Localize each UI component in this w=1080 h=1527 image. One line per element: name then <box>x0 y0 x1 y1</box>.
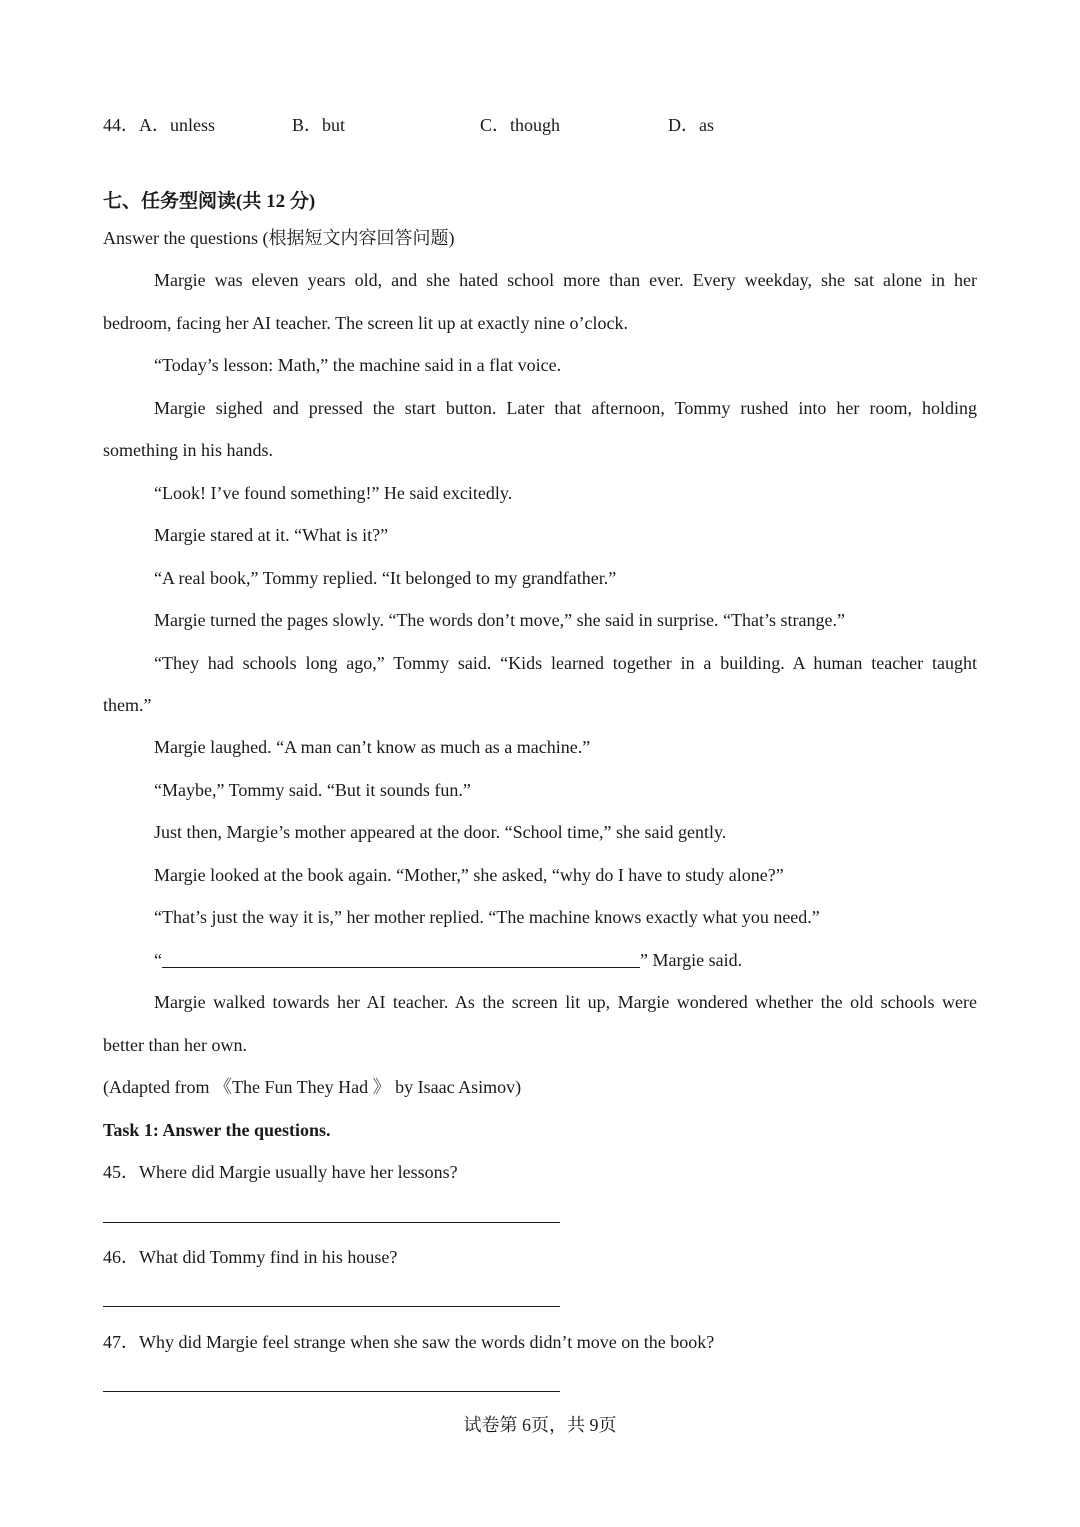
passage-p10: “Maybe,” Tommy said. “But it sounds fun.” <box>154 780 471 800</box>
q44-number: 44． <box>103 115 139 135</box>
quote-close: ” Margie said. <box>640 950 743 970</box>
passage-p5: Margie stared at it. “What is it?” <box>154 525 389 545</box>
q44-option-d[interactable]: D．as <box>668 115 714 135</box>
q44-option-a[interactable] <box>103 113 215 137</box>
passage-p13: “That’s just the way it is,” her mother replied. “The machine knows exactly what you need.” <box>154 907 820 927</box>
passage-p14 <box>154 948 742 972</box>
passage-source: (Adapted from 《The Fun They Had 》 by Isaac Asimov) <box>103 1077 522 1097</box>
passage-p3-line2: something in his hands. <box>103 440 273 460</box>
passage-p8-line2: them.” <box>103 695 152 715</box>
passage-p15-line2: better than her own. <box>103 1035 247 1055</box>
passage-p11: Just then, Margie’s mother appeared at the door. “School time,” she said gently. <box>154 822 727 842</box>
passage-p9: Margie laughed. “A man can’t know as much as a machine.” <box>154 737 591 757</box>
answer-line-47[interactable] <box>103 1391 560 1392</box>
passage-p3-line1: Margie sighed and pressed the start button. Later that afternoon, Tommy rushed into her room, holding <box>154 398 977 418</box>
task1-title: Task 1: Answer the questions. <box>103 1120 331 1140</box>
question-47: 47．Why did Margie feel strange when she saw the words didn’t move on the book? <box>103 1332 715 1352</box>
section-instruction: Answer the questions (根据短文内容回答问题) <box>103 228 455 248</box>
passage-p15-line1: Margie walked towards her AI teacher. As the screen lit up, Margie wondered whether the old schools were <box>154 992 977 1012</box>
passage-p2: “Today’s lesson: Math,” the machine said in a flat voice. <box>154 355 562 375</box>
passage-p8-line1: “They had schools long ago,” Tommy said. “Kids learned together in a building. A human teacher taught <box>154 653 977 673</box>
section-title: 七、任务型阅读(共 12 分) <box>103 191 316 212</box>
page-footer: 试卷第 6页，共 9页 <box>463 1415 617 1435</box>
q44-option-a-label: A．unless <box>139 115 215 135</box>
q44-option-b[interactable]: B．but <box>292 115 346 135</box>
passage-blank[interactable] <box>162 949 640 968</box>
passage-p12: Margie looked at the book again. “Mother,” she asked, “why do I have to study alone?” <box>154 865 784 885</box>
passage-p4: “Look! I’ve found something!” He said excitedly. <box>154 483 513 503</box>
passage-p1-line2: bedroom, facing her AI teacher. The screen lit up at exactly nine o’clock. <box>103 313 628 333</box>
answer-line-45[interactable] <box>103 1222 560 1223</box>
q44-option-c[interactable]: C．though <box>480 115 561 135</box>
passage-p1-line1: Margie was eleven years old, and she hated school more than ever. Every weekday, she sat alone in her <box>154 270 977 290</box>
passage-p7: Margie turned the pages slowly. “The words don’t move,” she said in surprise. “That’s strange.” <box>154 610 845 630</box>
answer-line-46[interactable] <box>103 1306 560 1307</box>
question-45: 45．Where did Margie usually have her lessons? <box>103 1162 458 1182</box>
quote-open: “ <box>154 950 162 970</box>
passage-p6: “A real book,” Tommy replied. “It belonged to my grandfather.” <box>154 568 617 588</box>
question-46: 46．What did Tommy find in his house? <box>103 1247 398 1267</box>
